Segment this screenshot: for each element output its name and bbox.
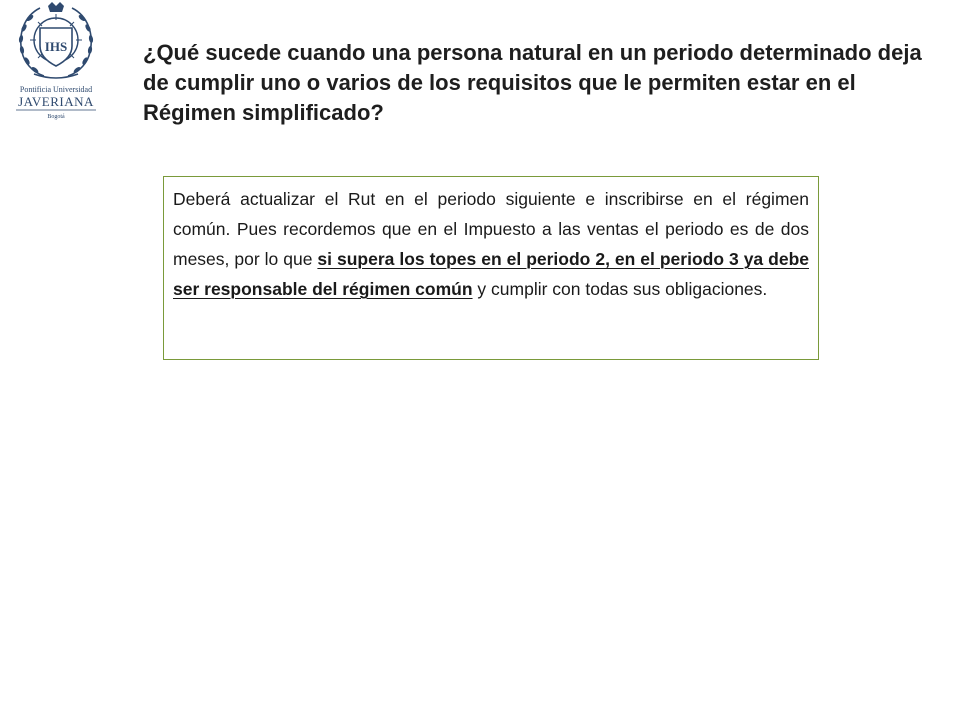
answer-text-outro: y cumplir con todas sus obligaciones. <box>472 279 768 299</box>
answer-text <box>173 184 809 304</box>
answer-text-intro: Deberá actualizar el Rut en el periodo siguiente e inscribirse en el régimen común. Pues recordemos que en el Impuesto a las ventas el periodo es de dos meses, por lo que <box>173 189 809 269</box>
university-logo <box>10 0 102 122</box>
answer-box <box>163 176 819 360</box>
logo-line-1: Pontificia Universidad <box>19 85 93 94</box>
logo-line-2: JAVERIANA <box>18 94 94 109</box>
logo-monogram: IHS <box>44 39 68 54</box>
slide-title: ¿Qué sucede cuando una persona natural en un periodo determinado deja de cumplir uno o varios de los requisitos que le permiten estar en el Régimen simplificado? <box>143 40 922 125</box>
logo-emblem <box>10 0 102 122</box>
logo-line-3: Bogotá <box>47 114 65 120</box>
answer-text-emphasis: si supera los topes en el periodo 2, en el periodo 3 ya debe ser responsable del régimen común <box>173 249 809 299</box>
